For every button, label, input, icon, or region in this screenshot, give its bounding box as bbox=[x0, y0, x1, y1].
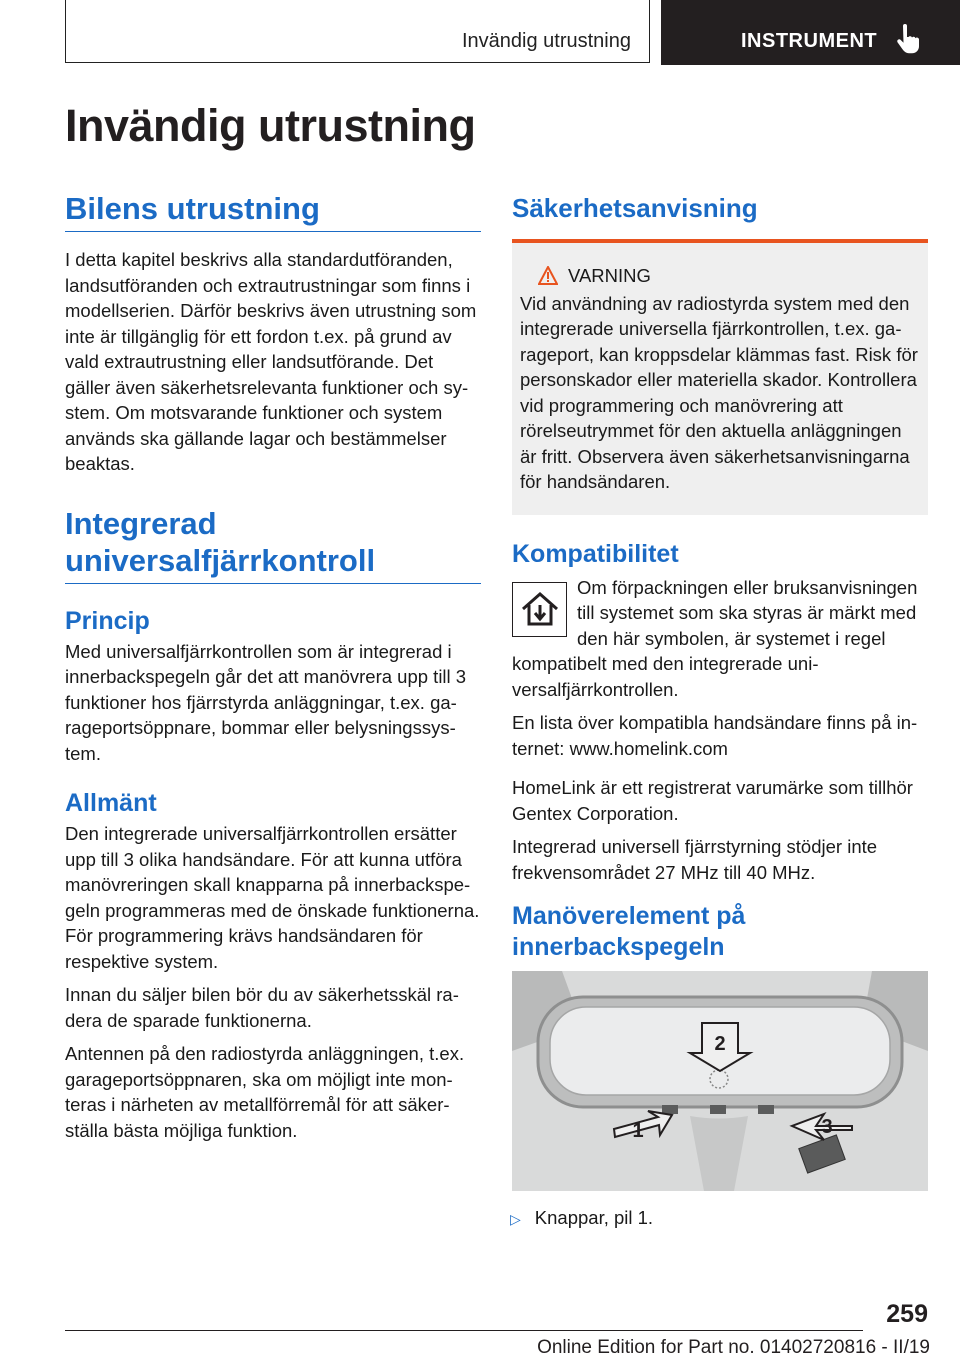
paragraph-compatibility-4: Integrerad universell fjärrstyrning stödjer inte frekvensområdet 27 MHz till 40 MHz. bbox=[512, 836, 878, 883]
heading-compatibility: Kompatibilitet bbox=[512, 539, 679, 568]
paragraph-compatibility-3: HomeLink är ett registrerat varumärke som tillhör Gentex Corporation. bbox=[512, 777, 913, 824]
header-chapter-tab[interactable] bbox=[661, 0, 960, 65]
heading-principle: Princip bbox=[65, 606, 150, 635]
warning-text: Vid användning av radiostyrda system med den integrerade universella fjärrkontrollen, t.ex. garageport, kan kroppsdelar klämmas fast. Risk för personskador eller materiella skador. Kontrollera vid programmering och manövrering att rörelseutrymmet för den aktuella anläggningen är fritt. Observera även säkerhetsanvisningarna för handsändaren. bbox=[520, 292, 918, 492]
heading-controls: Manöverelement på innerbackspegeln bbox=[512, 902, 746, 961]
header-section-title: Invändig utrustning bbox=[461, 30, 631, 52]
header-section-box bbox=[65, 0, 650, 63]
triangle-bullet-icon: ▷ bbox=[510, 1211, 521, 1227]
paragraph-vehicle-equipment: I detta kapitel beskrivs alla standardutföranden, landsutföranden och extrautrustningar som finns i modellserien. Därför beskrivs även utrustning som inte är tillgänglig för ett fordon t.ex. på grund av vald extrautrustning eller landsutförande. Det gäller även säkerhetsrelevanta funktioner och system. Om motsvarande funktioner och system används ska gällande lagar och bestämmelser beaktas. bbox=[65, 249, 477, 474]
homelink-house-icon bbox=[512, 582, 567, 637]
heading-safety: Säkerhetsanvisning bbox=[512, 193, 758, 223]
paragraph-general-1: Den integrerade universalfjärrkontrollen ersätter upp till 3 olika handsändare. För att kunna utföra manövreringen skall knapparna på innerbackspegeln programmeras med de önskade funktionerna. För programmering krävs handsändaren för respektive system. bbox=[65, 823, 480, 972]
pointing-hand-icon bbox=[896, 24, 922, 54]
right-column bbox=[512, 190, 928, 1233]
paragraph-compatibility-2: En lista över kompatibla handsändare finns på internet: www.homelink.com bbox=[512, 712, 918, 759]
warning-label: VARNING bbox=[568, 265, 651, 286]
left-column bbox=[65, 190, 481, 1151]
warning-triangle-icon bbox=[538, 266, 558, 285]
page-number: 259 bbox=[886, 1300, 928, 1328]
callout-1: 1 bbox=[632, 1120, 644, 1142]
footer-divider bbox=[65, 1330, 863, 1331]
header-chapter-title: INSTRUMENT bbox=[741, 30, 878, 52]
page-title: Invändig utrustning bbox=[65, 100, 476, 151]
heading-integrated-remote: Integrerad universalfjärrkontroll bbox=[65, 505, 376, 578]
paragraph-general-2: Innan du säljer bilen bör du av säkerhetsskäl radera de sparade funktionerna. bbox=[65, 984, 459, 1031]
list-item bbox=[512, 1205, 928, 1233]
callout-3: 3 bbox=[821, 1116, 833, 1138]
list-item-text: Knappar, pil 1. bbox=[534, 1207, 654, 1228]
paragraph-compatibility-1: Om förpackningen eller bruksanvisningen till systemet som ska styras är märkt med den här symbolen, är systemet i regel kompatibelt med den integrerade universalfjärrkontrollen. bbox=[512, 576, 918, 700]
mirror-photo bbox=[512, 971, 928, 1191]
heading-general: Allmänt bbox=[65, 789, 157, 817]
heading-vehicle-equipment: Bilens utrustning bbox=[65, 191, 320, 226]
warning-box bbox=[512, 243, 928, 515]
footer-edition: Online Edition for Part no. 01402720816 - II/19 bbox=[537, 1337, 930, 1358]
callout-2: 2 bbox=[714, 1033, 726, 1055]
paragraph-general-3: Antennen på den radiostyrda anläggningen, t.ex. garageportsöppnaren, ska om möjligt inte monteras i närheten av metallförremål för att säkerställa bästa möjliga funktion. bbox=[65, 1043, 465, 1141]
paragraph-principle: Med universalfjärrkontrollen som är integrerad i innerbackspegeln går det att manövrera upp till 3 funktioner hos fjärrstyrda anläggningar, t.ex. garageportsöppnare, bommar eller belysningssystem. bbox=[65, 640, 467, 764]
